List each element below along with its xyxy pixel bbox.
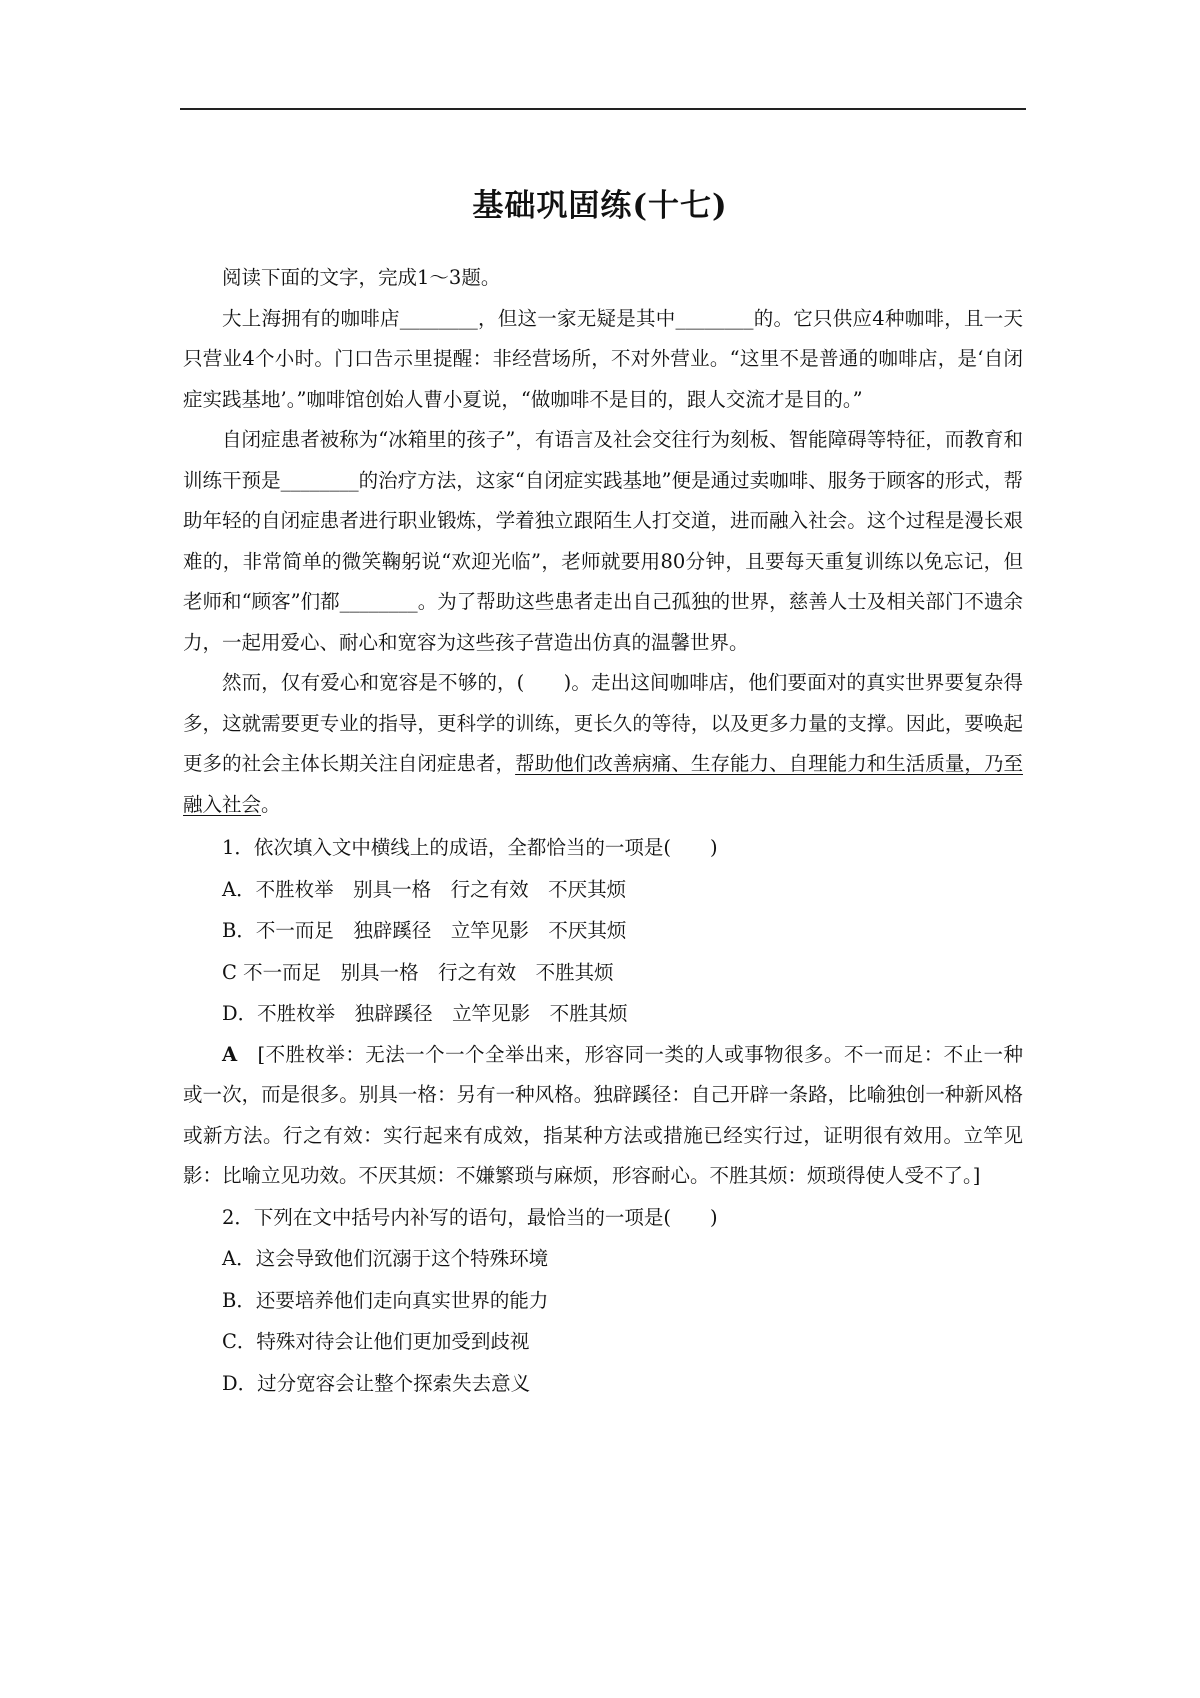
question-1-option-b: B．不一而足 独辟蹊径 立竿见影 不厌其烦 — [222, 919, 627, 942]
question-2-option-a: A．这会导致他们沉溺于这个特殊环境 — [222, 1247, 549, 1270]
underlined-sentence: 帮助他们改善病痛、生存能力、自理能力和生活质量，乃至融入社会 — [183, 752, 1023, 816]
question-2-option-d: D．过分宽容会让整个探索失去意义 — [222, 1371, 531, 1395]
page-title: 基础巩固练(十七) — [472, 188, 728, 224]
instruction: 阅读下面的文字，完成1～3题。 — [222, 266, 501, 289]
question-2-stem: 2．下列在文中括号内补写的语句，最恰当的一项是( ) — [222, 1205, 718, 1229]
passage-paragraph-3-end: 。 — [261, 792, 281, 816]
question-1-answer-letter: A — [222, 1042, 238, 1066]
question-1-explanation: [不胜枚举：无法一个一个全举出来，形容同一类的人或事物很多。不一而足：不止一种或一次，而是很多。别具一格：另有一种风格。独辟蹊径：自己开辟一条路，比喻独创一种新风格或新方法。行之有效：实行起来有成效，指某种方法或措施已经实行过，证明很有效用。立竿见影：比喻立见功效。不厌其烦：不嫌繁琐与麻烦，形容耐心。不胜其烦：烦琐得使人受不了。] — [183, 1042, 1023, 1187]
passage-paragraph-1: 大上海拥有的咖啡店________，但这一家无疑是其中________的。它只供应4种咖啡，且一天只营业4个小时。门口告示里提醒：非经营场所，不对外营业。“这里不是普通的咖啡店，是‘自闭症实践基地’。”咖啡馆创始人曹小夏说，“做咖啡不是目的，跟人交流才是目的。” — [183, 306, 1023, 411]
question-2-option-b: B．还要培养他们走向真实世界的能力 — [222, 1288, 549, 1312]
question-2-option-c: C．特殊对待会让他们更加受到歧视 — [222, 1330, 530, 1353]
passage-paragraph-3 — [183, 663, 1023, 825]
header-rule — [180, 108, 1026, 110]
document-body — [183, 258, 1023, 1404]
passage-paragraph-2: 自闭症患者被称为“冰箱里的孩子”，有语言及社会交往行为刻板、智能障碍等特征，而教育和训练干预是________的治疗方法，这家“自闭症实践基地”便是通过卖咖啡、服务于顾客的形式，帮助年轻的自闭症患者进行职业锻炼，学着独立跟陌生人打交道，进而融入社会。这个过程是漫长艰难的，非常简单的微笑鞠躬说“欢迎光临”，老师就要用80分钟，且要每天重复训练以免忘记，但老师和“顾客”们都________。为了帮助这些患者走出自己孤独的世界，慈善人士及相关部门不遗余力，一起用爱心、耐心和宽容为这些孩子营造出仿真的温馨世界。 — [183, 428, 1023, 654]
question-1-option-a: A．不胜枚举 别具一格 行之有效 不厌其烦 — [222, 877, 627, 901]
question-1-stem: 1．依次填入文中横线上的成语，全都恰当的一项是( ) — [222, 836, 718, 859]
question-1-option-d: D．不胜枚举 独辟蹊径 立竿见影 不胜其烦 — [222, 1002, 628, 1025]
passage-paragraph-3-text: 然而，仅有爱心和宽容是不够的，( )。走出这间咖啡店，他们要面对的真实世界要复杂得多，这就需要更专业的指导，更科学的训练，更长久的等待，以及更多力量的支撑。因此，要唤起更多的社会主体长期关注自闭症患者， — [183, 671, 1023, 775]
question-1-option-c: C 不一而足 别具一格 行之有效 不胜其烦 — [222, 960, 614, 984]
question-1-answer — [183, 1035, 1023, 1197]
